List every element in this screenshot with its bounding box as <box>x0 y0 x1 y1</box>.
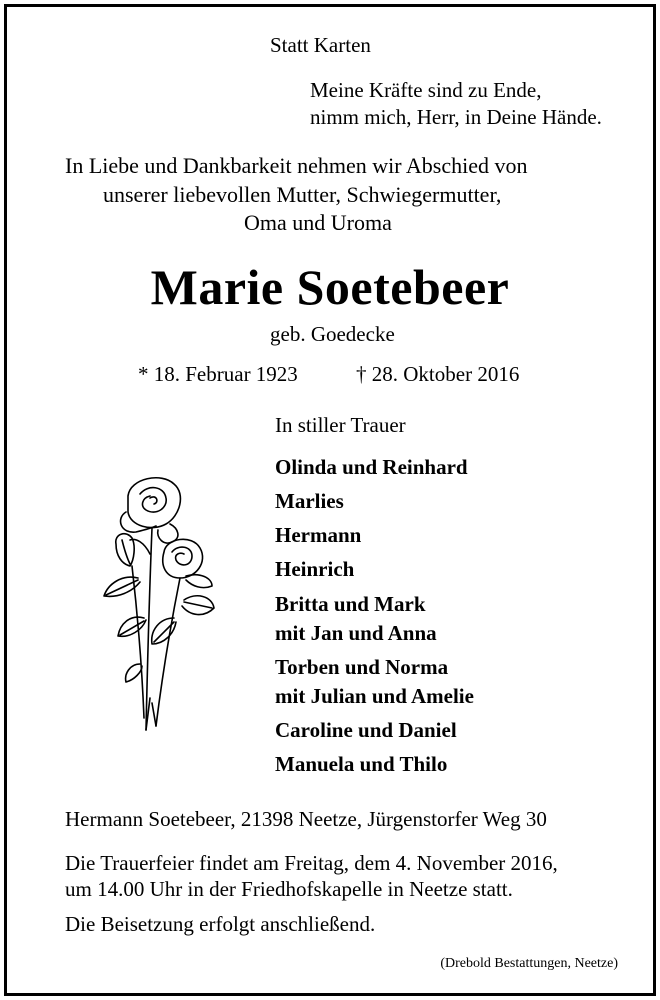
birth-date: * 18. Februar 1923 <box>138 362 298 386</box>
death-date: † 28. Oktober 2016 <box>356 362 520 386</box>
service-line-1: Die Trauerfeier findet am Freitag, dem 4. November 2016, <box>65 851 558 875</box>
intro-line-1: In Liebe und Dankbarkeit nehmen wir Abschied von <box>65 153 528 178</box>
mourner-name: Heinrich <box>275 557 355 581</box>
intro-line-2: unserer liebevollen Mutter, Schwiegermutter, <box>103 182 502 207</box>
mourners-heading: In stiller Trauer <box>275 413 406 437</box>
mourner-name: Hermann <box>275 523 362 547</box>
undertaker: (Drebold Bestattungen, Neetze) <box>440 956 618 971</box>
mourner-name: mit Julian und Amelie <box>275 684 474 708</box>
mourner-name: Olinda und Reinhard <box>275 455 468 479</box>
statt-karten: Statt Karten <box>270 33 371 57</box>
service-line-2: um 14.00 Uhr in der Friedhofskapelle in Neetze statt. <box>65 877 513 901</box>
address: Hermann Soetebeer, 21398 Neetze, Jürgenstorfer Weg 30 <box>65 807 547 831</box>
mourner-name: Torben und Norma <box>275 655 449 679</box>
maiden-name: geb. Goedecke <box>270 322 395 346</box>
mourner-name: Marlies <box>275 489 344 513</box>
rose-illustration <box>100 468 220 738</box>
verse-line-1: Meine Kräfte sind zu Ende, <box>310 78 542 102</box>
intro-line-3: Oma und Uroma <box>244 210 392 235</box>
verse-line-2: nimm mich, Herr, in Deine Hände. <box>310 105 602 129</box>
mourner-name: Caroline und Daniel <box>275 718 457 742</box>
mourner-name: mit Jan und Anna <box>275 621 437 645</box>
mourner-name: Manuela und Thilo <box>275 752 448 776</box>
mourner-name: Britta und Mark <box>275 592 426 616</box>
deceased-name: Marie Soetebeer <box>150 259 510 315</box>
service-line-3: Die Beisetzung erfolgt anschließend. <box>65 912 376 936</box>
